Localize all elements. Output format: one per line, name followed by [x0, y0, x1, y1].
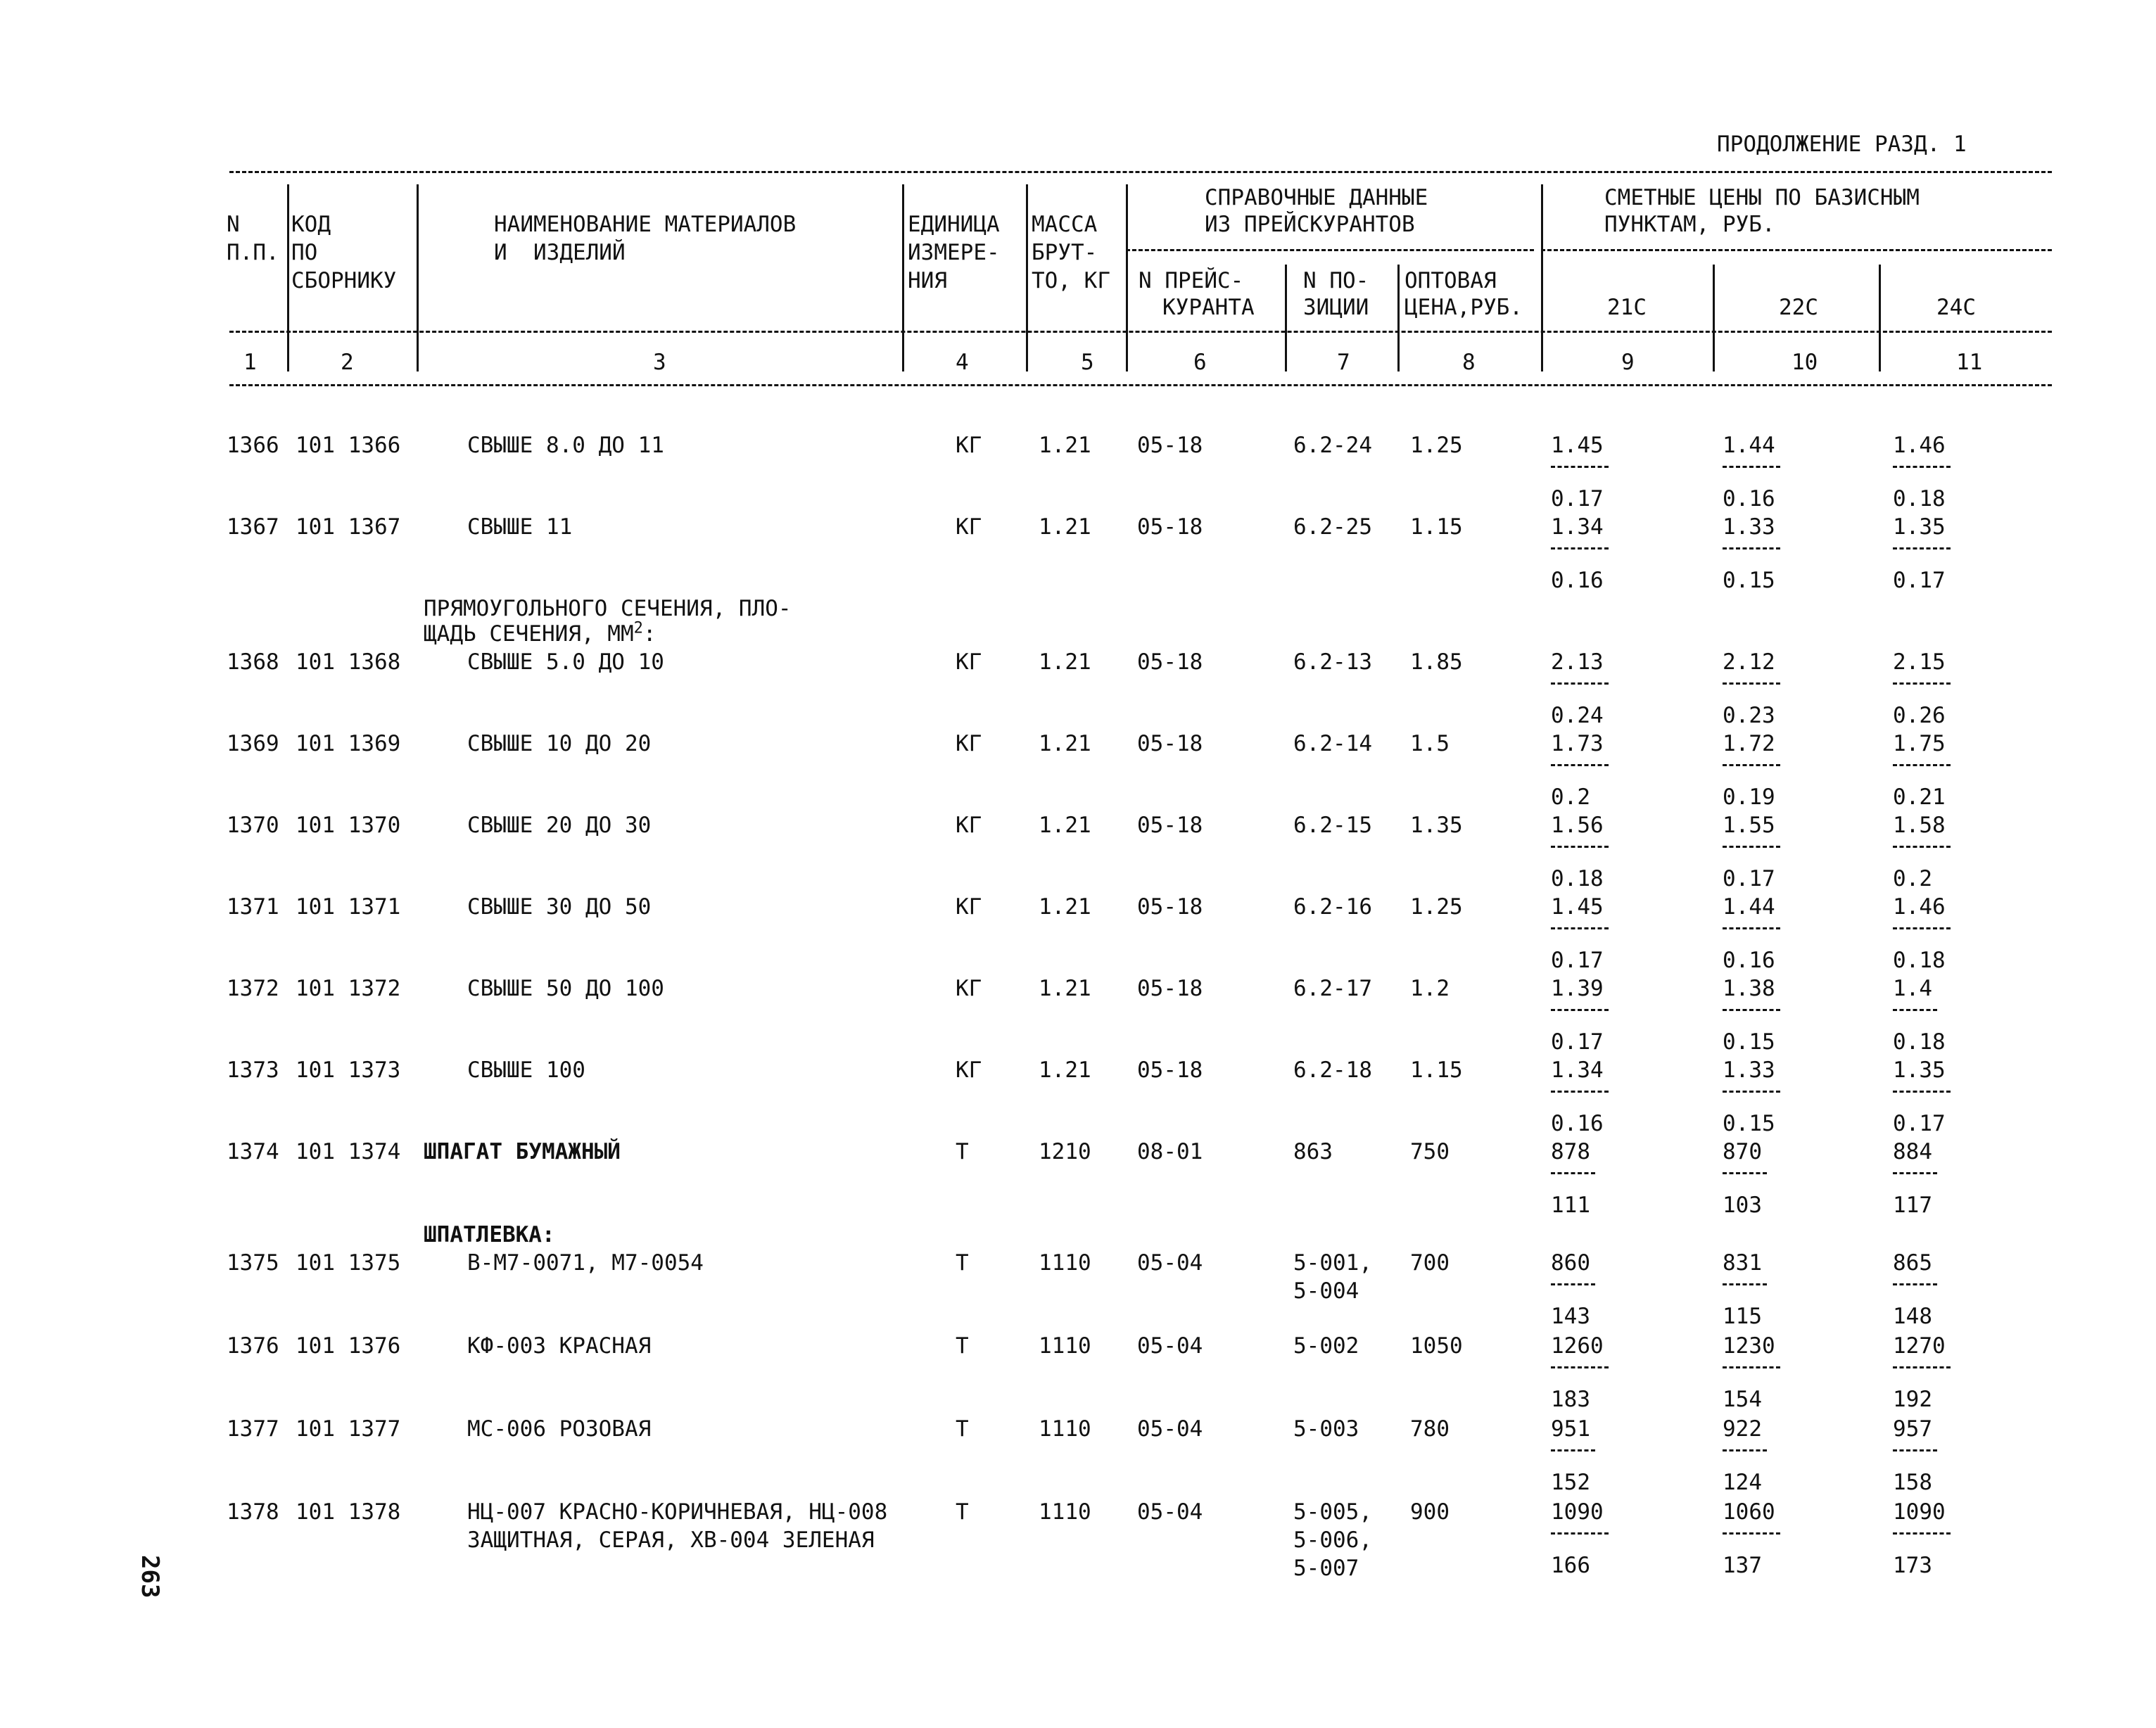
price-p24-sub: 0.18	[1893, 1029, 1946, 1055]
price-p22-total: 831	[1723, 1250, 1762, 1276]
row-name: СВЫШЕ 5.0 ДО 10	[467, 649, 664, 675]
price-p22-total: 1.44	[1723, 433, 1775, 458]
price-p24-total: 2.15	[1893, 649, 1946, 675]
row-code: 101 1369	[296, 731, 401, 756]
price-p24-sub: 0.26	[1893, 703, 1946, 728]
col-divider	[1879, 265, 1881, 371]
fraction-line	[1551, 682, 1609, 685]
row-name: СВЫШЕ 30 ДО 50	[467, 894, 652, 920]
price-p21-sub: 0.17	[1551, 948, 1604, 973]
row-unit: КГ	[956, 514, 982, 540]
col-divider	[902, 184, 904, 371]
row-name: СВЫШЕ 10 ДО 20	[467, 731, 652, 756]
price-p22-total: 870	[1723, 1139, 1762, 1164]
fraction-line	[1551, 927, 1609, 929]
fraction-line	[1893, 547, 1951, 549]
header-col8-line2: ЦЕНА,РУБ.	[1404, 295, 1523, 320]
price-p21-sub: 0.18	[1551, 866, 1604, 891]
fraction-line	[1893, 466, 1951, 468]
header-bottom-rule	[229, 384, 2052, 386]
row-name: СВЫШЕ 100	[467, 1057, 585, 1083]
row-pricelist: 05-18	[1137, 433, 1203, 458]
row-unit: КГ	[956, 433, 982, 458]
col-divider	[1026, 184, 1028, 371]
fraction-line	[1723, 1366, 1780, 1368]
price-p24-sub: 0.18	[1893, 948, 1946, 973]
price-p24-sub: 0.18	[1893, 486, 1946, 512]
price-p22-total: 922	[1723, 1416, 1762, 1442]
fraction-line	[1723, 846, 1780, 848]
row-position: 6.2-18	[1293, 1057, 1372, 1083]
header-col7-line1: N ПО-	[1303, 268, 1369, 293]
price-p22-total: 1060	[1723, 1499, 1775, 1525]
header-col8-line1: ОПТОВАЯ	[1404, 268, 1497, 293]
row-number: 1366	[227, 433, 279, 458]
price-p21-total: 1.34	[1551, 514, 1604, 540]
price-p22-sub: 0.19	[1723, 784, 1775, 810]
header-col2-line1: КОД	[291, 212, 331, 237]
price-p24-sub: 0.17	[1893, 568, 1946, 593]
header-col4-line1: ЕДИНИЦА	[908, 212, 1000, 237]
row-number: 1372	[227, 976, 279, 1001]
row-mass: 1.21	[1039, 433, 1091, 458]
price-p21-total: 860	[1551, 1250, 1590, 1276]
price-p22-sub: 0.16	[1723, 486, 1775, 512]
price-p21-sub: 0.2	[1551, 784, 1590, 810]
colnum-11: 11	[1956, 350, 1983, 375]
price-p21-sub: 183	[1551, 1387, 1590, 1412]
row-number: 1367	[227, 514, 279, 540]
row-position: 5-001,	[1293, 1250, 1372, 1276]
fraction-line	[1551, 1532, 1609, 1535]
group-price-rule	[1541, 249, 2052, 251]
price-p22-total: 1.55	[1723, 813, 1775, 838]
row-wholesale-price: 780	[1410, 1416, 1450, 1442]
row-unit: КГ	[956, 894, 982, 920]
fraction-line	[1723, 682, 1780, 685]
row-position: 5-005,	[1293, 1499, 1372, 1525]
row-name: СВЫШЕ 8.0 ДО 11	[467, 433, 664, 458]
fraction-line	[1893, 1449, 1937, 1451]
header-col7-line2: ЗИЦИИ	[1303, 295, 1369, 320]
price-p21-sub: 0.24	[1551, 703, 1604, 728]
header-top-rule	[229, 171, 2052, 173]
price-p21-total: 1.56	[1551, 813, 1604, 838]
colnum-6: 6	[1193, 350, 1207, 375]
row-name: СВЫШЕ 50 ДО 100	[467, 976, 664, 1001]
row-unit: Т	[956, 1499, 969, 1525]
row-pricelist: 05-18	[1137, 813, 1203, 838]
price-p21-sub: 111	[1551, 1193, 1590, 1218]
header-group-ref-line2: ИЗ ПРЕЙСКУРАНТОВ	[1205, 212, 1415, 237]
row-mass: 1110	[1039, 1250, 1091, 1276]
header-col9: 21C	[1607, 295, 1647, 320]
col-divider	[417, 184, 419, 371]
header-col10: 22C	[1779, 295, 1818, 320]
price-p22-sub: 115	[1723, 1304, 1762, 1329]
col-divider	[287, 184, 289, 371]
fraction-line	[1723, 1091, 1780, 1093]
price-p22-sub: 124	[1723, 1470, 1762, 1495]
fraction-line	[1723, 1172, 1767, 1174]
row-position: 6.2-16	[1293, 894, 1372, 920]
price-p22-sub: 137	[1723, 1553, 1762, 1578]
row-pricelist: 05-18	[1137, 514, 1203, 540]
row-unit: Т	[956, 1250, 969, 1276]
fraction-line	[1551, 547, 1609, 549]
row-position-cont: 5-006,	[1293, 1527, 1372, 1553]
header-col5-line3: ТО, КГ	[1032, 268, 1110, 293]
price-p24-total: 1.35	[1893, 514, 1946, 540]
row-mass: 1110	[1039, 1416, 1091, 1442]
row-pricelist: 05-04	[1137, 1333, 1203, 1359]
row-mass: 1110	[1039, 1333, 1091, 1359]
price-p22-total: 1.44	[1723, 894, 1775, 920]
fraction-line	[1551, 1172, 1595, 1174]
price-p24-total: 1090	[1893, 1499, 1946, 1525]
row-position: 6.2-17	[1293, 976, 1372, 1001]
row-position: 6.2-14	[1293, 731, 1372, 756]
row-code: 101 1367	[296, 514, 401, 540]
colnum-10: 10	[1792, 350, 1818, 375]
fraction-line	[1893, 682, 1951, 685]
price-p21-sub: 0.16	[1551, 1111, 1604, 1136]
fraction-line	[1551, 1283, 1595, 1285]
fraction-line	[1551, 846, 1609, 848]
row-mass: 1210	[1039, 1139, 1091, 1164]
fraction-line	[1723, 927, 1780, 929]
row-code: 101 1368	[296, 649, 401, 675]
fraction-line	[1893, 1366, 1951, 1368]
price-p22-total: 1230	[1723, 1333, 1775, 1359]
price-p24-sub: 0.17	[1893, 1111, 1946, 1136]
price-p24-total: 865	[1893, 1250, 1932, 1276]
colnum-5: 5	[1081, 350, 1094, 375]
header-col1-line2: П.П.	[227, 240, 279, 265]
row-code: 101 1373	[296, 1057, 401, 1083]
header-col6-line2: КУРАНТА	[1162, 295, 1255, 320]
price-p24-total: 1.46	[1893, 433, 1946, 458]
price-p22-total: 2.12	[1723, 649, 1775, 675]
price-p21-total: 951	[1551, 1416, 1590, 1442]
price-p24-total: 1.75	[1893, 731, 1946, 756]
colnum-8: 8	[1462, 350, 1476, 375]
header-col3-line2: И ИЗДЕЛИЙ	[494, 240, 626, 265]
fraction-line	[1551, 1091, 1609, 1093]
group-ref-rule	[1126, 249, 1534, 251]
price-p21-total: 1.34	[1551, 1057, 1604, 1083]
subhead-rect-text: ЩАДЬ СЕЧЕНИЯ, ММ	[424, 621, 634, 647]
row-mass: 1.21	[1039, 1057, 1091, 1083]
price-p21-total: 1260	[1551, 1333, 1604, 1359]
row-code: 101 1371	[296, 894, 401, 920]
row-pricelist: 05-04	[1137, 1499, 1203, 1525]
fraction-line	[1723, 466, 1780, 468]
row-mass: 1.21	[1039, 894, 1091, 920]
row-unit: Т	[956, 1333, 969, 1359]
row-pricelist: 05-18	[1137, 649, 1203, 675]
row-pricelist: 05-18	[1137, 976, 1203, 1001]
fraction-line	[1893, 846, 1951, 848]
row-number: 1369	[227, 731, 279, 756]
price-p24-total: 957	[1893, 1416, 1932, 1442]
row-position: 863	[1293, 1139, 1333, 1164]
header-col5-line1: МАССА	[1032, 212, 1098, 237]
header-col2-line2: ПО	[291, 240, 318, 265]
row-wholesale-price: 700	[1410, 1250, 1450, 1276]
fraction-line	[1723, 1009, 1780, 1011]
price-p24-total: 884	[1893, 1139, 1932, 1164]
header-col6-line1: N ПРЕЙС-	[1139, 268, 1244, 293]
price-p24-sub: 158	[1893, 1470, 1932, 1495]
col-divider	[1126, 184, 1128, 371]
row-position: 5-002	[1293, 1333, 1359, 1359]
colnum-2: 2	[341, 350, 354, 375]
price-p22-sub: 0.23	[1723, 703, 1775, 728]
row-pricelist: 05-18	[1137, 731, 1203, 756]
fraction-line	[1893, 927, 1951, 929]
row-code: 101 1372	[296, 976, 401, 1001]
row-position-cont: 5-007	[1293, 1556, 1359, 1581]
row-pricelist: 05-04	[1137, 1250, 1203, 1276]
col-divider	[1285, 265, 1287, 371]
price-p22-total: 1.38	[1723, 976, 1775, 1001]
row-name-cont: ЗАЩИТНАЯ, СЕРАЯ, ХВ-004 ЗЕЛЕНАЯ	[467, 1527, 875, 1553]
price-p21-total: 1.73	[1551, 731, 1604, 756]
fraction-line	[1551, 466, 1609, 468]
price-p21-sub: 166	[1551, 1553, 1590, 1578]
row-wholesale-price: 1.85	[1410, 649, 1463, 675]
row-code: 101 1375	[296, 1250, 401, 1276]
colnum-1: 1	[243, 350, 257, 375]
page-number: 263	[136, 1555, 164, 1599]
fraction-line	[1723, 547, 1780, 549]
row-number: 1373	[227, 1057, 279, 1083]
fraction-line	[1551, 1366, 1609, 1368]
header-col1-line1: N	[227, 212, 240, 237]
header-col4-line2: ИЗМЕРЕ-	[908, 240, 1000, 265]
subhead-rect-line1: ПРЯМОУГОЛЬНОГО СЕЧЕНИЯ, ПЛО-	[424, 596, 792, 621]
colnum-9: 9	[1621, 350, 1635, 375]
fraction-line	[1893, 1009, 1937, 1011]
colnum-4: 4	[956, 350, 969, 375]
row-name: СВЫШЕ 20 ДО 30	[467, 813, 652, 838]
header-mid-rule	[229, 331, 2052, 333]
header-col11: 24C	[1936, 295, 1976, 320]
row-number: 1377	[227, 1416, 279, 1442]
colnum-3: 3	[653, 350, 666, 375]
row-unit: КГ	[956, 649, 982, 675]
header-group-prices-line2: ПУНКТАМ, РУБ.	[1604, 212, 1775, 237]
header-group-prices-line1: СМЕТНЫЕ ЦЕНЫ ПО БАЗИСНЫМ	[1604, 185, 1920, 210]
row-unit: Т	[956, 1139, 969, 1164]
price-p22-sub: 0.17	[1723, 866, 1775, 891]
row-unit: КГ	[956, 976, 982, 1001]
header-col3-line1: НАИМЕНОВАНИЕ МАТЕРИАЛОВ	[494, 212, 797, 237]
price-p22-total: 1.33	[1723, 514, 1775, 540]
fraction-line	[1551, 1009, 1609, 1011]
price-p21-total: 1090	[1551, 1499, 1604, 1525]
row-code: 101 1376	[296, 1333, 401, 1359]
row-number: 1368	[227, 649, 279, 675]
row-wholesale-price: 1.15	[1410, 514, 1463, 540]
col-divider	[1541, 184, 1543, 371]
fraction-line	[1551, 1449, 1595, 1451]
row-pricelist: 08-01	[1137, 1139, 1203, 1164]
col-divider	[1713, 265, 1715, 371]
fraction-line	[1723, 1532, 1780, 1535]
price-p21-sub: 0.17	[1551, 1029, 1604, 1055]
fraction-line	[1893, 1091, 1951, 1093]
header-group-ref-line1: СПРАВОЧНЫЕ ДАННЫЕ	[1205, 185, 1428, 210]
row-position: 6.2-24	[1293, 433, 1372, 458]
price-p24-total: 1.46	[1893, 894, 1946, 920]
price-p21-total: 1.45	[1551, 894, 1604, 920]
row-number: 1375	[227, 1250, 279, 1276]
row-number: 1378	[227, 1499, 279, 1525]
row-mass: 1.21	[1039, 813, 1091, 838]
col-divider	[1397, 265, 1400, 371]
row-code: 101 1374	[296, 1139, 401, 1164]
fraction-line	[1551, 764, 1609, 766]
price-p22-sub: 154	[1723, 1387, 1762, 1412]
continuation-note: ПРОДОЛЖЕНИЕ РАЗД. 1	[1717, 132, 1967, 157]
subhead-putty: ШПАТЛЕВКА:	[424, 1222, 555, 1247]
row-name: НЦ-007 КРАСНО-КОРИЧНЕВАЯ, НЦ-008	[467, 1499, 888, 1525]
fraction-line	[1723, 764, 1780, 766]
price-p24-total: 1270	[1893, 1333, 1946, 1359]
row-position: 6.2-25	[1293, 514, 1372, 540]
fraction-line	[1723, 1449, 1767, 1451]
row-number: 1374	[227, 1139, 279, 1164]
row-name: СВЫШЕ 11	[467, 514, 573, 540]
price-p22-sub: 0.15	[1723, 1029, 1775, 1055]
row-wholesale-price: 1050	[1410, 1333, 1463, 1359]
price-p24-sub: 0.2	[1893, 866, 1932, 891]
price-p21-total: 878	[1551, 1139, 1590, 1164]
row-code: 101 1377	[296, 1416, 401, 1442]
price-p24-total: 1.58	[1893, 813, 1946, 838]
row-number: 1376	[227, 1333, 279, 1359]
row-wholesale-price: 750	[1410, 1139, 1450, 1164]
colnum-7: 7	[1337, 350, 1350, 375]
row-pricelist: 05-18	[1137, 1057, 1203, 1083]
price-p21-total: 1.39	[1551, 976, 1604, 1001]
row-pricelist: 05-18	[1137, 894, 1203, 920]
fraction-line	[1893, 1532, 1951, 1535]
price-p22-sub: 0.15	[1723, 568, 1775, 593]
row-position-cont: 5-004	[1293, 1278, 1359, 1304]
row-mass: 1110	[1039, 1499, 1091, 1525]
row-code: 101 1378	[296, 1499, 401, 1525]
row-wholesale-price: 1.5	[1410, 731, 1450, 756]
row-name: ШПАГАТ БУМАЖНЫЙ	[424, 1139, 621, 1164]
row-position: 5-003	[1293, 1416, 1359, 1442]
row-pricelist: 05-04	[1137, 1416, 1203, 1442]
row-position: 6.2-15	[1293, 813, 1372, 838]
row-unit: КГ	[956, 731, 982, 756]
row-wholesale-price: 900	[1410, 1499, 1450, 1525]
fraction-line	[1893, 764, 1951, 766]
price-p22-sub: 0.16	[1723, 948, 1775, 973]
row-wholesale-price: 1.25	[1410, 894, 1463, 920]
header-col4-line3: НИЯ	[908, 268, 947, 293]
price-p24-total: 1.4	[1893, 976, 1932, 1001]
price-p21-total: 2.13	[1551, 649, 1604, 675]
row-name: В-М7-0071, М7-0054	[467, 1250, 704, 1276]
row-position: 6.2-13	[1293, 649, 1372, 675]
row-name: КФ-003 КРАСНАЯ	[467, 1333, 652, 1359]
row-mass: 1.21	[1039, 731, 1091, 756]
price-p22-sub: 103	[1723, 1193, 1762, 1218]
row-name: МС-006 РОЗОВАЯ	[467, 1416, 652, 1442]
subhead-rect-sup: 2	[633, 619, 643, 637]
price-p22-total: 1.33	[1723, 1057, 1775, 1083]
price-p24-total: 1.35	[1893, 1057, 1946, 1083]
price-p21-sub: 0.16	[1551, 568, 1604, 593]
row-number: 1370	[227, 813, 279, 838]
price-p24-sub: 0.21	[1893, 784, 1946, 810]
subhead-rect-line2	[424, 621, 657, 647]
header-col2-line3: СБОРНИКУ	[291, 268, 397, 293]
row-wholesale-price: 1.35	[1410, 813, 1463, 838]
row-unit: КГ	[956, 1057, 982, 1083]
fraction-line	[1893, 1172, 1937, 1174]
price-p22-total: 1.72	[1723, 731, 1775, 756]
price-p21-sub: 152	[1551, 1470, 1590, 1495]
subhead-rect-colon: :	[642, 621, 657, 647]
row-code: 101 1366	[296, 433, 401, 458]
price-p21-total: 1.45	[1551, 433, 1604, 458]
price-p21-sub: 0.17	[1551, 486, 1604, 512]
price-p22-sub: 0.15	[1723, 1111, 1775, 1136]
row-wholesale-price: 1.15	[1410, 1057, 1463, 1083]
price-p24-sub: 173	[1893, 1553, 1932, 1578]
row-wholesale-price: 1.25	[1410, 433, 1463, 458]
row-mass: 1.21	[1039, 649, 1091, 675]
fraction-line	[1893, 1283, 1937, 1285]
price-p24-sub: 148	[1893, 1304, 1932, 1329]
header-col5-line2: БРУТ-	[1032, 240, 1098, 265]
price-p21-sub: 143	[1551, 1304, 1590, 1329]
price-p24-sub: 192	[1893, 1387, 1932, 1412]
price-p24-sub: 117	[1893, 1193, 1932, 1218]
row-mass: 1.21	[1039, 514, 1091, 540]
row-unit: КГ	[956, 813, 982, 838]
row-wholesale-price: 1.2	[1410, 976, 1450, 1001]
row-number: 1371	[227, 894, 279, 920]
row-mass: 1.21	[1039, 976, 1091, 1001]
fraction-line	[1723, 1283, 1767, 1285]
row-code: 101 1370	[296, 813, 401, 838]
row-unit: Т	[956, 1416, 969, 1442]
